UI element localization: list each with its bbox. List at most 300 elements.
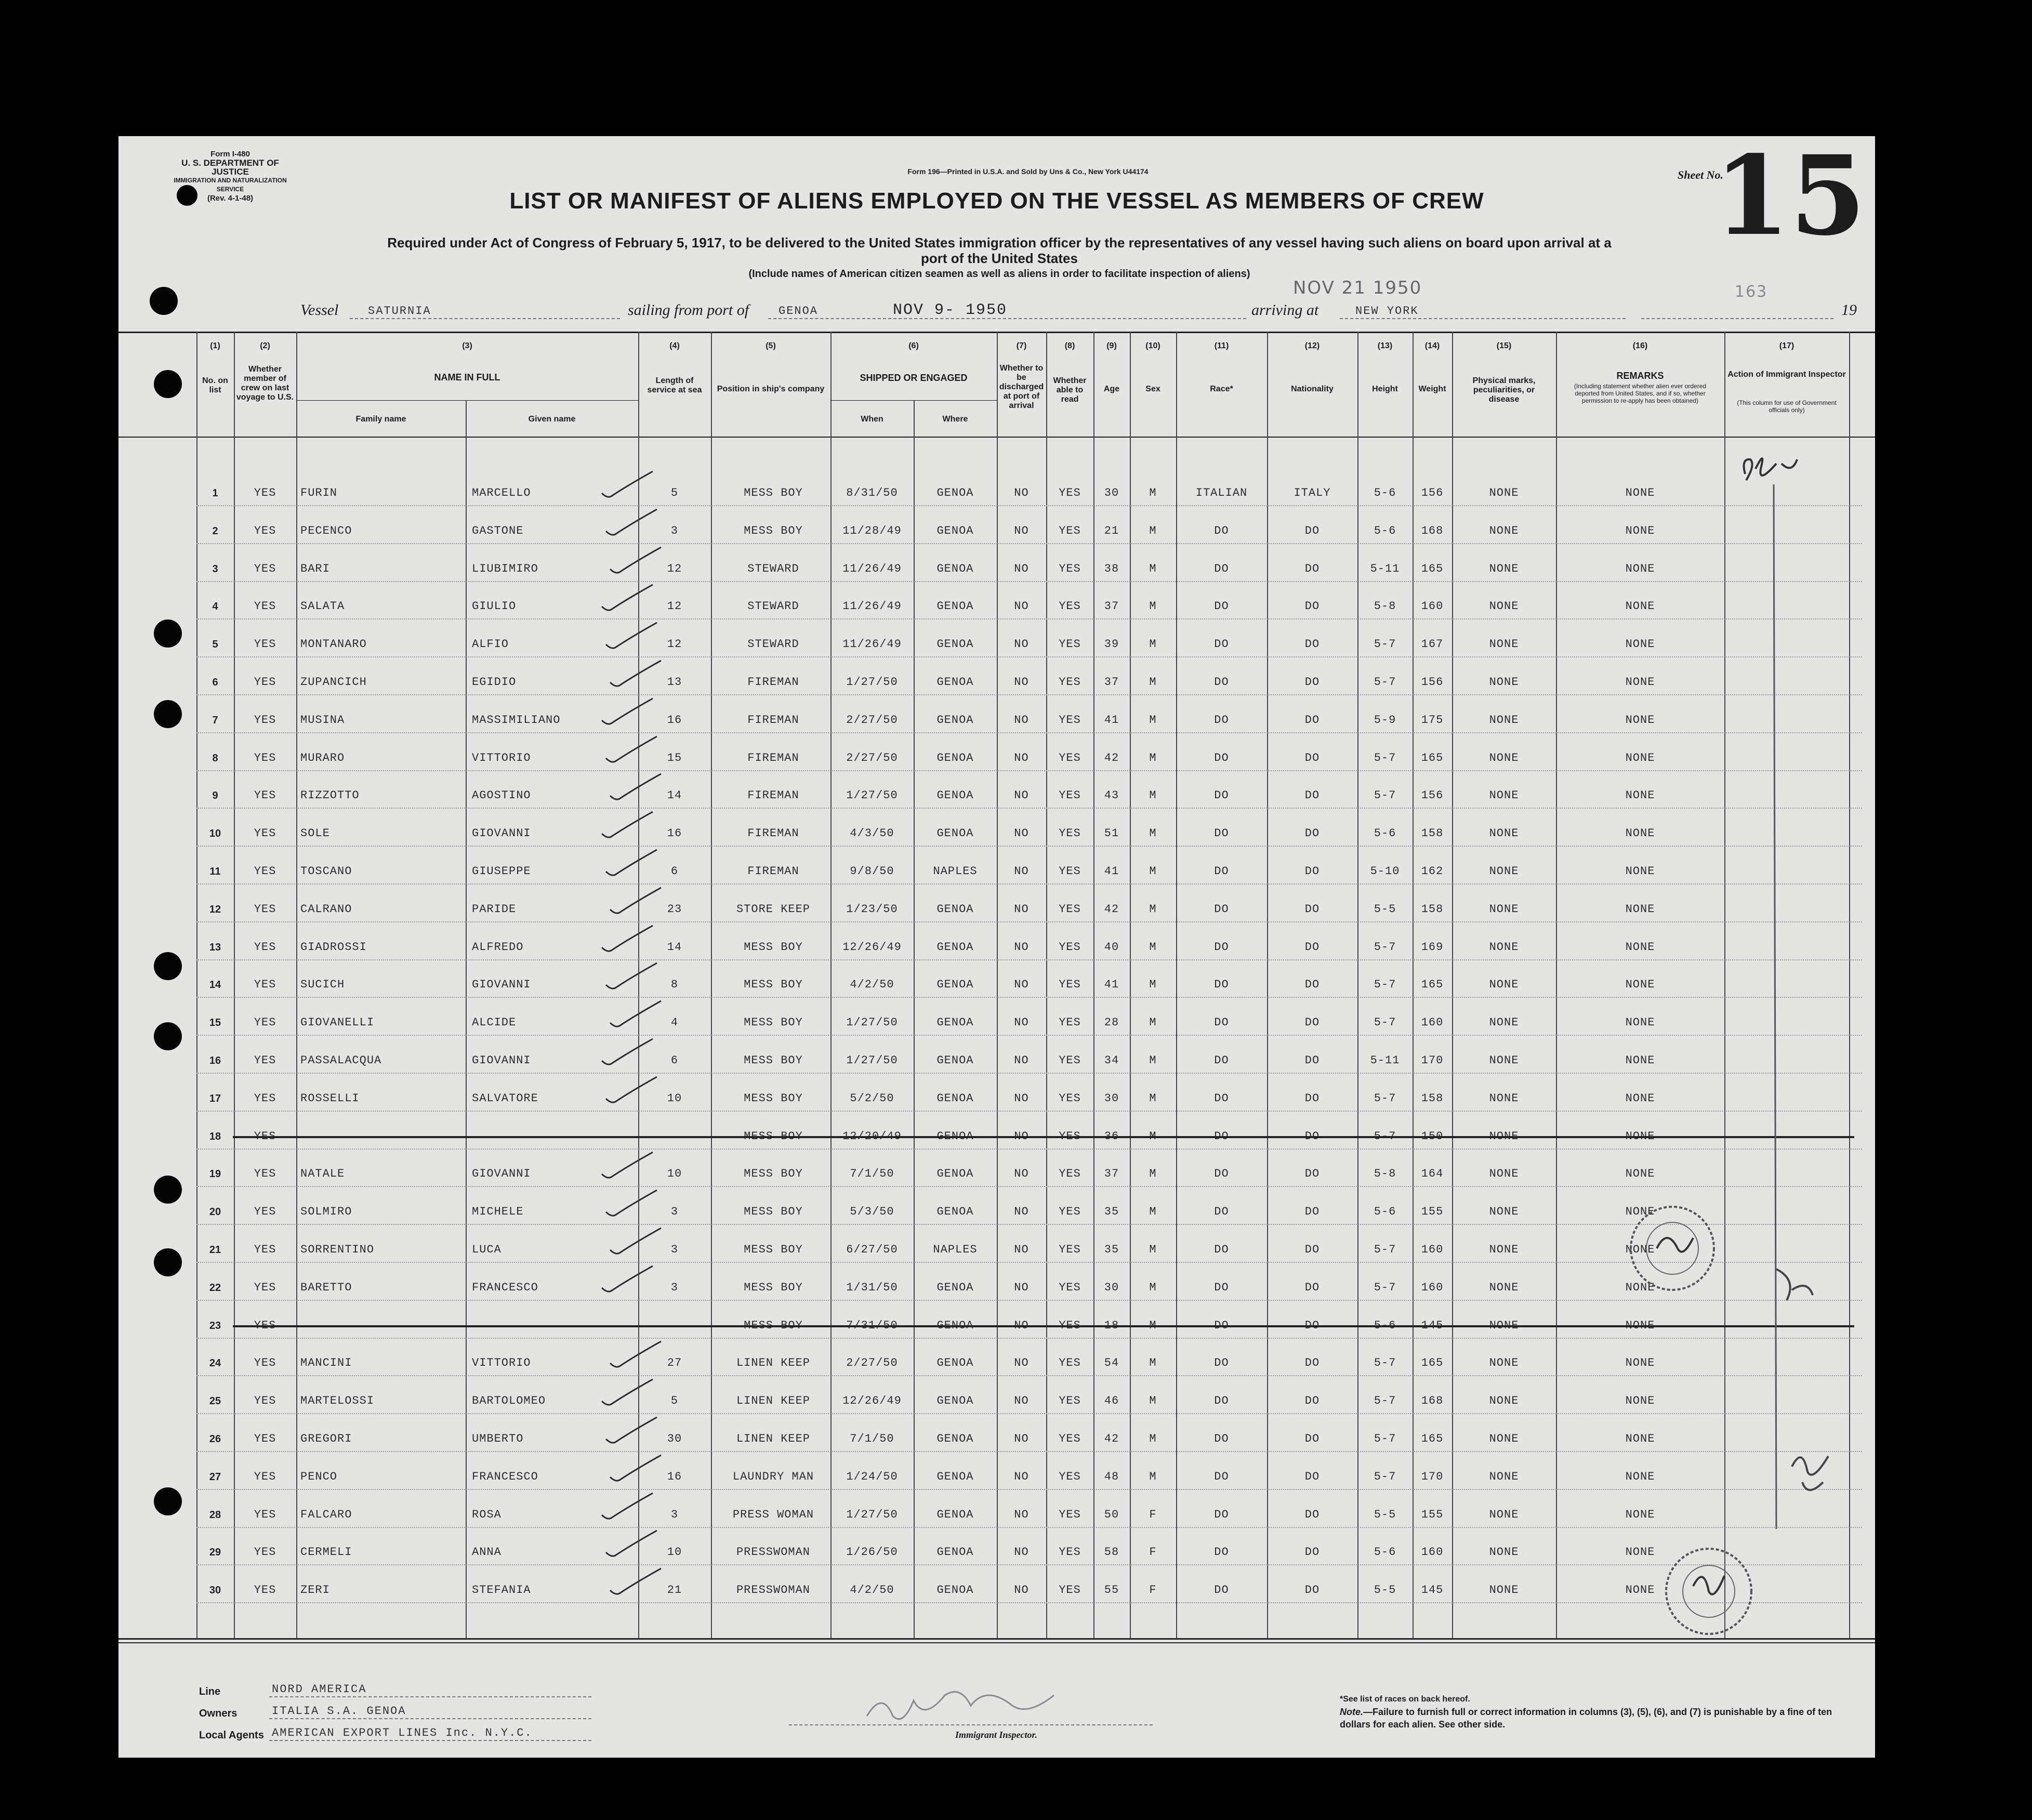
cell-discharged: NO	[1014, 1318, 1029, 1332]
cell-where: GENOA	[936, 827, 974, 840]
cell-remarks: NONE	[1625, 1394, 1655, 1408]
cell-family: FURIN	[300, 486, 338, 499]
cell-sex: M	[1149, 1470, 1157, 1483]
cell-family: ROSSELLI	[300, 1091, 360, 1105]
cell-read: YES	[1059, 1129, 1081, 1143]
col-header-discharged: Whether to be discharged at port of arrival	[999, 364, 1044, 410]
cell-remarks: NONE	[1625, 902, 1655, 916]
cell-family: NATALE	[300, 1167, 345, 1181]
table-row	[196, 1566, 1862, 1603]
cell-where: GENOA	[936, 1205, 974, 1219]
cell-weight: 170	[1421, 1470, 1444, 1483]
cell-marks: NONE	[1489, 1546, 1519, 1559]
cell-weight: 167	[1421, 638, 1444, 651]
cell-marks: NONE	[1489, 1432, 1519, 1445]
cell-weight: 158	[1421, 1091, 1444, 1105]
cell-discharged: NO	[1014, 1394, 1029, 1408]
cell-nationality: DO	[1304, 1470, 1320, 1483]
row-number: 6	[212, 677, 218, 688]
cell-read: YES	[1059, 865, 1081, 878]
cell-discharged: NO	[1014, 978, 1029, 992]
cell-family: PASSALACQUA	[300, 1054, 382, 1067]
cell-sex: M	[1149, 1091, 1157, 1105]
cell-height: 5-5	[1374, 902, 1396, 916]
check-mark-icon	[597, 1264, 659, 1301]
cell-marks: NONE	[1489, 1205, 1519, 1219]
cell-last: YES	[254, 1318, 276, 1332]
cell-service: 16	[667, 1470, 682, 1483]
cell-weight: 165	[1421, 562, 1444, 575]
cell-remarks: NONE	[1625, 486, 1655, 499]
cell-race: DO	[1214, 1016, 1229, 1030]
date-stamp: NOV 21 1950	[1293, 278, 1422, 298]
cell-remarks: NONE	[1625, 1508, 1655, 1521]
col-header-weight: Weight	[1418, 385, 1446, 393]
cell-race: DO	[1214, 1546, 1229, 1559]
cell-discharged: NO	[1014, 1432, 1029, 1445]
check-mark-icon	[597, 583, 659, 619]
cell-position: PRESS WOMAN	[732, 1508, 814, 1521]
cell-nationality: DO	[1304, 1091, 1320, 1105]
cell-nationality: DO	[1304, 1394, 1320, 1408]
cell-remarks: NONE	[1625, 1054, 1655, 1067]
revision: (Rev. 4-1-48)	[207, 194, 254, 203]
cell-read: YES	[1059, 1205, 1081, 1219]
cell-race: DO	[1214, 827, 1229, 840]
subtitle-line1: Required under Act of Congress of February 5, 1917, to be delivered to the United States immigration officer by the representatives of any vessel having such aliens on board upon arrival at a	[387, 235, 1612, 250]
cell-age: 41	[1104, 713, 1119, 727]
cell-discharged: NO	[1014, 902, 1029, 916]
cell-weight: 156	[1421, 789, 1444, 802]
check-mark-icon	[597, 924, 659, 960]
cell-last: YES	[254, 1508, 276, 1521]
check-mark-icon	[601, 848, 663, 885]
cell-position: FIREMAN	[747, 865, 799, 878]
cell-last: YES	[254, 978, 276, 992]
cell-remarks: NONE	[1625, 751, 1655, 764]
col-header-sex: Sex	[1145, 385, 1160, 393]
table-row	[196, 1225, 1862, 1263]
cell-nationality: DO	[1304, 1167, 1320, 1181]
footer-agents-label: Local Agents	[199, 1730, 264, 1741]
cell-where: GENOA	[936, 1091, 974, 1105]
cell-discharged: NO	[1014, 1129, 1029, 1143]
cell-marks: NONE	[1489, 940, 1519, 954]
cell-given: EGIDIO	[472, 676, 517, 689]
check-mark-icon	[601, 1189, 663, 1225]
penalty-note	[1340, 1706, 1833, 1731]
cell-discharged: NO	[1014, 486, 1029, 499]
check-mark-icon	[597, 1151, 659, 1187]
cell-sex: M	[1149, 1281, 1157, 1294]
check-mark-icon	[601, 508, 663, 544]
cell-sex: M	[1149, 902, 1157, 916]
table-row	[196, 1453, 1862, 1490]
cell-discharged: NO	[1014, 789, 1029, 802]
subtitle-line3: (Include names of American citizen seamen as well as aliens in order to facilitate inspection of aliens)	[748, 268, 1250, 280]
cell-service: 8	[670, 978, 679, 992]
col-header-name: NAME IN FULL	[434, 372, 500, 383]
corner-number: 163	[1735, 283, 1768, 301]
table-row	[196, 1036, 1862, 1074]
col-num-6: (6)	[908, 341, 919, 350]
cell-when: 1/27/50	[846, 1508, 898, 1521]
cell-age: 54	[1104, 1356, 1119, 1370]
cell-nationality: DO	[1304, 676, 1320, 689]
cell-given: GASTONE	[472, 524, 524, 537]
cell-given: PARIDE	[472, 902, 517, 916]
col-header-given-name: Given name	[528, 415, 576, 424]
col-header-shipped: SHIPPED OR ENGAGED	[860, 373, 968, 383]
table-row	[196, 960, 1862, 998]
cell-discharged: NO	[1014, 1356, 1029, 1370]
cell-last: YES	[254, 1016, 276, 1030]
cell-when: 11/26/49	[842, 600, 902, 613]
inspection-stamp	[1620, 1196, 1724, 1300]
col-num-5: (5)	[766, 341, 776, 350]
row-number: 12	[209, 903, 221, 915]
table-row	[196, 1150, 1862, 1187]
row-number: 10	[209, 828, 221, 840]
cell-family: MARTELOSSI	[300, 1394, 375, 1408]
cell-race: DO	[1214, 1129, 1229, 1143]
cell-remarks: NONE	[1625, 562, 1655, 575]
cell-service: 3	[670, 1243, 679, 1256]
cell-race: DO	[1214, 1318, 1229, 1332]
cell-race: DO	[1214, 1356, 1229, 1370]
cell-nationality: DO	[1304, 562, 1320, 575]
cell-given: ALCIDE	[472, 1016, 517, 1030]
cell-remarks: NONE	[1625, 1129, 1655, 1143]
cell-height: 5-7	[1374, 1243, 1396, 1256]
cell-family: GIOVANELLI	[300, 1016, 375, 1030]
cell-sex: M	[1149, 751, 1157, 764]
cell-when: 4/2/50	[850, 1584, 894, 1597]
cell-race: DO	[1214, 1167, 1229, 1181]
cell-height: 5-6	[1374, 1546, 1396, 1559]
cell-service: 13	[667, 676, 682, 689]
cell-discharged: NO	[1014, 600, 1029, 613]
cell-sex: M	[1149, 1243, 1157, 1256]
row-number: 26	[209, 1433, 221, 1445]
cell-where: GENOA	[936, 1167, 974, 1181]
col-num-12: (12)	[1304, 341, 1320, 350]
check-mark-icon	[601, 621, 663, 657]
cell-nationality: DO	[1304, 1432, 1320, 1445]
table-row	[196, 1528, 1862, 1565]
punch-hole	[154, 1022, 182, 1050]
cell-age: 18	[1104, 1318, 1119, 1332]
cell-height: 5-6	[1374, 1205, 1396, 1219]
cell-discharged: NO	[1014, 1054, 1029, 1067]
row-number: 11	[209, 866, 221, 877]
cell-given: FRANCESCO	[472, 1281, 538, 1294]
cell-where: GENOA	[936, 1470, 974, 1483]
cell-read: YES	[1059, 827, 1081, 840]
cell-position: MESS BOY	[744, 1016, 803, 1030]
table-row	[196, 1491, 1862, 1528]
cell-given: GIOVANNI	[472, 1054, 531, 1067]
cell-discharged: NO	[1014, 713, 1029, 727]
col-header-marks: Physical marks, peculiarities, or disease	[1472, 376, 1536, 404]
cell-given: MASSIMILIANO	[472, 713, 561, 727]
cell-service: 3	[670, 524, 679, 537]
cell-remarks: NONE	[1625, 1356, 1655, 1370]
col-header-position: Position in ship's company	[717, 385, 825, 393]
cell-marks: NONE	[1489, 865, 1519, 878]
cell-family: SOLE	[300, 827, 330, 840]
cell-weight: 155	[1421, 1205, 1444, 1219]
cell-race: DO	[1214, 1281, 1229, 1294]
cell-nationality: DO	[1304, 1205, 1320, 1219]
col-num-14: (14)	[1424, 341, 1440, 350]
cell-marks: NONE	[1489, 1016, 1519, 1030]
cell-when: 1/26/50	[846, 1546, 898, 1559]
cell-read: YES	[1059, 638, 1081, 651]
table-row	[196, 847, 1862, 885]
cell-age: 58	[1104, 1546, 1119, 1559]
row-number: 7	[212, 714, 218, 726]
col-num-16: (16)	[1632, 341, 1648, 350]
cell-sex: M	[1149, 865, 1157, 878]
cell-sex: M	[1149, 713, 1157, 727]
cell-age: 42	[1104, 902, 1119, 916]
cell-family: SOLMIRO	[300, 1205, 352, 1219]
cell-discharged: NO	[1014, 638, 1029, 651]
cell-remarks: NONE	[1625, 1546, 1655, 1559]
cell-given: GIOVANNI	[472, 978, 531, 992]
cell-height: 5-7	[1374, 1356, 1396, 1370]
cell-discharged: NO	[1014, 1470, 1029, 1483]
cell-read: YES	[1059, 978, 1081, 992]
col-num-9: (9)	[1106, 341, 1117, 350]
cell-service: 10	[667, 1091, 682, 1105]
cell-race: ITALIAN	[1195, 486, 1248, 499]
cell-where: GENOA	[936, 676, 974, 689]
col-num-7: (7)	[1016, 341, 1027, 350]
row-number: 25	[209, 1395, 221, 1407]
cell-age: 42	[1104, 751, 1119, 764]
cell-last: YES	[254, 865, 276, 878]
cell-where: GENOA	[936, 1054, 974, 1067]
cell-remarks: NONE	[1625, 1318, 1655, 1332]
cell-service: 12	[667, 600, 682, 613]
check-mark-icon	[601, 1416, 663, 1452]
cell-family: TOSCANO	[300, 865, 352, 878]
cell-when: 8/31/50	[846, 486, 898, 499]
cell-age: 35	[1104, 1205, 1119, 1219]
vessel-label: Vessel	[300, 301, 339, 319]
col-header-age: Age	[1103, 385, 1120, 393]
cell-race: DO	[1214, 1508, 1229, 1521]
cell-remarks: NONE	[1625, 1243, 1655, 1256]
cell-when: 7/1/50	[850, 1432, 894, 1445]
cell-height: 5-7	[1374, 978, 1396, 992]
cell-where: GENOA	[936, 1281, 974, 1294]
cell-position: STEWARD	[747, 600, 799, 613]
footer-agents-value: AMERICAN EXPORT LINES Inc. N.Y.C.	[272, 1726, 533, 1739]
cell-age: 37	[1104, 1167, 1119, 1181]
cell-family: PENCO	[300, 1470, 338, 1483]
col-header-remarks-note: (Including statement whether alien ever ordered deported from United States, and if so, whether permission to re-apply has been obtained)	[1574, 383, 1707, 404]
cell-nationality: DO	[1304, 1281, 1320, 1294]
row-number: 9	[212, 790, 218, 802]
cell-when: 1/27/50	[846, 789, 898, 802]
cell-family: SUCICH	[300, 978, 345, 992]
cell-nationality: DO	[1304, 865, 1320, 878]
cell-height: 5-6	[1374, 486, 1396, 499]
cell-weight: 160	[1421, 600, 1444, 613]
cell-weight: 155	[1421, 1508, 1444, 1521]
cell-sex: M	[1149, 1129, 1157, 1143]
cell-height: 5-7	[1374, 676, 1396, 689]
cell-height: 5-6	[1374, 1318, 1396, 1332]
cell-age: 30	[1104, 486, 1119, 499]
cell-service: 3	[670, 1205, 679, 1219]
cell-race: DO	[1214, 1243, 1229, 1256]
check-mark-icon	[605, 1226, 667, 1263]
cell-read: YES	[1059, 1016, 1081, 1030]
vessel-line	[300, 301, 1857, 322]
sheet-label: Sheet No.	[1678, 168, 1723, 181]
cell-remarks: NONE	[1625, 1281, 1655, 1294]
cell-nationality: DO	[1304, 827, 1320, 840]
sailing-label: sailing from port of	[628, 301, 749, 319]
subtitle-line2: port of the United States	[921, 250, 1078, 266]
cell-position: LINEN KEEP	[736, 1394, 811, 1408]
check-mark-icon	[605, 1567, 667, 1603]
table-row	[196, 771, 1862, 809]
punch-hole	[154, 619, 182, 648]
cell-given: GIUSEPPE	[472, 865, 531, 878]
cell-family: BARI	[300, 562, 330, 575]
cell-family: MURARO	[300, 751, 345, 764]
row-number: 18	[209, 1130, 221, 1142]
cell-nationality: ITALY	[1294, 486, 1331, 499]
row-number: 19	[209, 1168, 221, 1180]
cell-position: MESS BOY	[744, 1281, 803, 1294]
cell-read: YES	[1059, 1432, 1081, 1445]
cell-where: GENOA	[936, 1432, 974, 1445]
cell-last: YES	[254, 1470, 276, 1483]
cell-age: 37	[1104, 600, 1119, 613]
col-num-15: (15)	[1496, 341, 1512, 350]
check-mark-icon	[597, 470, 659, 506]
table-row	[196, 582, 1862, 619]
cell-race: DO	[1214, 524, 1229, 537]
cell-where: GENOA	[936, 486, 974, 499]
cell-nationality: DO	[1304, 1243, 1320, 1256]
cell-service: 12	[667, 638, 682, 651]
cell-last: YES	[254, 827, 276, 840]
cell-read: YES	[1059, 1243, 1081, 1256]
cell-given: MARCELLO	[472, 486, 531, 499]
cell-position: MESS BOY	[744, 1054, 803, 1067]
check-mark-icon	[601, 1529, 663, 1565]
cell-last: YES	[254, 940, 276, 954]
cell-last: YES	[254, 1356, 276, 1370]
cell-marks: NONE	[1489, 1167, 1519, 1181]
cell-given: UMBERTO	[472, 1432, 524, 1445]
cell-where: GENOA	[936, 713, 974, 727]
cell-sex: M	[1149, 676, 1157, 689]
row-number: 3	[212, 563, 218, 575]
cell-given: MICHELE	[472, 1205, 524, 1219]
cell-position: STEWARD	[747, 562, 799, 575]
row-number: 5	[212, 639, 218, 651]
col-num-3: (3)	[462, 341, 472, 350]
inspector-label: Immigrant Inspector.	[955, 1730, 1038, 1740]
cell-nationality: DO	[1304, 940, 1320, 954]
table-row	[196, 1415, 1862, 1452]
cell-weight: 165	[1421, 1432, 1444, 1445]
cell-given: LIUBIMIRO	[472, 562, 538, 575]
cell-discharged: NO	[1014, 1584, 1029, 1597]
cell-discharged: NO	[1014, 1016, 1029, 1030]
cell-remarks: NONE	[1625, 978, 1655, 992]
row-number: 20	[209, 1206, 221, 1218]
table-row	[196, 1074, 1862, 1112]
cell-where: GENOA	[936, 562, 974, 575]
cell-age: 36	[1104, 1129, 1119, 1143]
cell-where: GENOA	[936, 789, 974, 802]
table-row	[196, 469, 1862, 506]
row-number: 4	[212, 601, 218, 613]
col-header-when: When	[861, 415, 883, 424]
cell-weight: 158	[1421, 827, 1444, 840]
cell-position: MESS BOY	[744, 1091, 803, 1105]
cell-given: GIOVANNI	[472, 1167, 531, 1181]
table-row	[196, 1377, 1862, 1414]
cell-height: 5-9	[1374, 713, 1396, 727]
cell-last: YES	[254, 1205, 276, 1219]
sheet-number: 15	[1714, 131, 1866, 260]
table-row	[196, 620, 1862, 657]
cell-last: YES	[254, 1054, 276, 1067]
col-header-action: Action of Immigrant Inspector	[1727, 370, 1846, 379]
table-row	[196, 1188, 1862, 1225]
cell-height: 5-5	[1374, 1584, 1396, 1597]
cell-weight: 175	[1421, 713, 1444, 727]
cell-service: 10	[667, 1167, 682, 1181]
table-row	[196, 809, 1862, 847]
cell-read: YES	[1059, 1318, 1081, 1332]
cell-age: 35	[1104, 1243, 1119, 1256]
cell-nationality: DO	[1304, 638, 1320, 651]
table-row	[196, 734, 1862, 771]
table-row	[196, 1112, 1862, 1150]
punch-hole	[154, 700, 182, 728]
col-num-17: (17)	[1779, 341, 1795, 350]
cell-when: 5/2/50	[850, 1091, 894, 1105]
cell-when: 11/28/49	[842, 524, 902, 537]
cell-given: VITTORIO	[472, 751, 531, 764]
cell-position: MESS BOY	[744, 1243, 803, 1256]
cell-marks: NONE	[1489, 827, 1519, 840]
cell-sex: M	[1149, 940, 1157, 954]
col-header-race: Race*	[1210, 385, 1233, 393]
cell-position: LINEN KEEP	[736, 1432, 811, 1445]
cell-race: DO	[1214, 713, 1229, 727]
row-number: 28	[209, 1509, 221, 1521]
cell-when: 1/27/50	[846, 1016, 898, 1030]
cell-discharged: NO	[1014, 1281, 1029, 1294]
row-number: 22	[209, 1282, 221, 1294]
cell-height: 5-11	[1370, 562, 1400, 575]
cell-nationality: DO	[1304, 789, 1320, 802]
col-header-service: Length of service at sea	[647, 376, 702, 394]
cell-age: 55	[1104, 1584, 1119, 1597]
